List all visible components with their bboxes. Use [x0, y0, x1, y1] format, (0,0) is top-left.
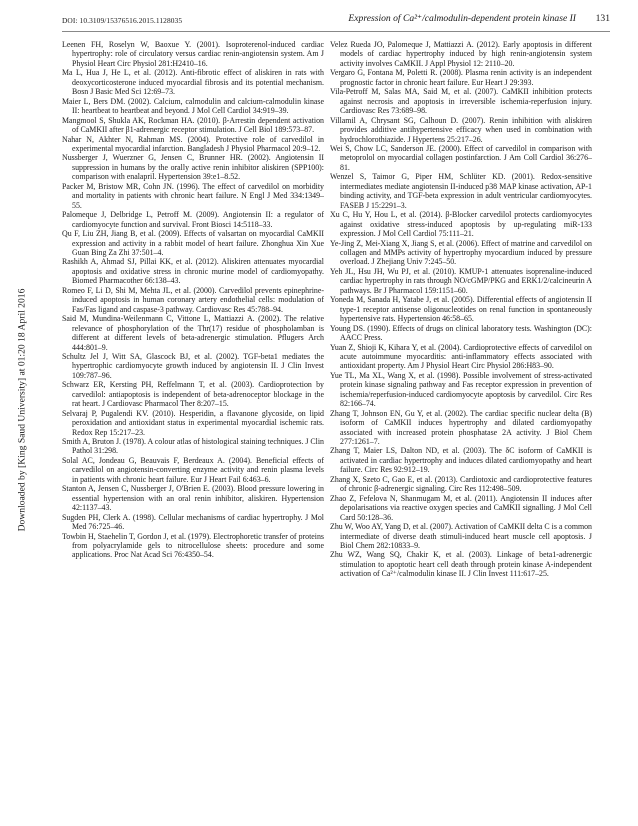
reference: Packer M, Bristow MR, Cohn JN. (1996). The effect of carvedilol on morbidity and mortality in patients with chronic heart failure. N Engl J Med 334:1349–55. [62, 181, 324, 210]
reference: Schwarz ER, Kersting PH, Reffelmann T, et al. (2003). Cardioprotection by carvedilol: antiapoptosis is independent of beta-adrenoceptor blockage in the rat heart. J Cardiovasc Pharmacol Ther 8:207–15. [62, 380, 324, 409]
reference: Schultz Jel J, Witt SA, Glascock BJ, et al. (2002). TGF-beta1 mediates the hypertrophic cardiomyocyte growth induced by angiotensin II. J Clin Invest 109:787–96. [62, 351, 324, 380]
reference: Rashikh A, Ahmad SJ, Pillai KK, et al. (2012). Aliskiren attenuates myocardial apoptosis and oxidative stress in chronic murine model of cardiomyopathy. Biomed Pharmacother 66:138–43. [62, 257, 324, 286]
reference: Zhang T, Maier LS, Dalton ND, et al. (2003). The δC isoform of CaMKII is activated in cardiac hypertrophy and induces dilated cardiomyopathy and heart failure. Circ Res 92:912–19. [330, 446, 592, 475]
reference: Yue TL, Ma XL, Wang X, et al. (1998). Possible involvement of stress-activated protein kinase signaling pathway and Fas receptor expression in prevention of ischemia/reperfusion-induced cardiomyocyte apoptosis by carvedilol. Circ Res 82:166–74. [330, 370, 592, 409]
running-title: Expression of Ca²⁺/calmodulin-dependent protein kinase II [348, 13, 576, 24]
reference: Yuan Z, Shioji K, Kihara Y, et al. (2004). Cardioprotective effects of carvedilol on acute autoimmune myocarditis: anti-inflammatory effects associated with antioxidant property. Am J Physiol Heart Circ Physiol 286:H83–90. [330, 342, 592, 371]
doi[interactable]: DOI: 10.3109/15376516.2015.1128035 [62, 16, 183, 25]
reference: Velez Rueda JO, Palomeque J, Mattiazzi A. (2012). Early apoptosis in different models of cardiac hypertrophy induced by high renin-angiotensin system activity involves CaMKII. J Appl Physiol 12: 2110–20. [330, 40, 592, 68]
reference: Mangmool S, Shukla AK, Rockman HA. (2010). β-Arrestin dependent activation of CaMKII after β1-adrenergic receptor stimulation. J Cell Biol 189:573–87. [62, 115, 324, 135]
references-left-column [62, 40, 324, 560]
header-rule [62, 31, 610, 32]
reference: Ye-Jing Z, Mei-Xiang X, Jiang S, et al. (2006). Effect of matrine and carvedilol on collagen and MMPs activity of hypertrophy myocardium induced by pressure overload. J Zhejiang Univ 7:245–50. [330, 238, 592, 267]
download-notice-text: Downloaded by [King Saud University] at 01:20 18 April 2016 [16, 288, 28, 532]
reference: Wei S, Chow LC, Sanderson JE. (2000). Effect of carvedilol in comparison with metoprolol on myocardial collagen postinfarction. J Am Coll Cardiol 36:276–81. [330, 143, 592, 172]
reference: Young DS. (1990). Effects of drugs on clinical laboratory tests. Washington (DC): AACC Press. [330, 323, 592, 343]
reference: Solal AC, Jondeau G, Beauvais F, Berdeaux A. (2004). Beneficial effects of carvedilol on angiotensin-converting enzyme activity and renin plasma levels in patients with chronic heart failure. Eur J Heart Fail 6:463–6. [62, 455, 324, 484]
reference: Leenen FH, Roselyn W, Baoxue Y. (2001). Isoproterenol-induced cardiac hypertrophy: role of circulatory versus cardiac renin-angiotensin system. Am J Physiol Heart Circ Physiol 281:H2410–16. [62, 40, 324, 68]
reference: Yeh JL, Hsu JH, Wu PJ, et al. (2010). KMUP-1 attenuates isoprenaline-induced cardiac hypertrophy in rats through NO/cGMP/PKG and ERK1/2/calcineurin A pathways. Br J Pharmacol 159:1151–60. [330, 266, 592, 295]
reference: Ma L, Hua J, He L, et al. (2012). Anti-fibrotic effect of aliskiren in rats with deoxycorticosterone induced myocardial fibrosis and its potential mechanism. Bosn J Basic Med Sci 12:69–73. [62, 68, 324, 97]
reference: Villamil A, Chrysant SG, Calhoun D. (2007). Renin inhibition with aliskiren provides additive antihypertensive efficacy when used in combination with hydrochlorothiazide. J Hypertens 25:217–26. [330, 115, 592, 144]
reference: Maier L, Bers DM. (2002). Calcium, calmodulin and calcium-calmodulin kinase II: heartbeat to heartbeat and beyond. J Mol Cell Cardiol 34:919–39. [62, 96, 324, 116]
reference: Towbin H, Staehelin T, Gordon J, et al. (1979). Electrophoretic transfer of proteins from polyacrylamide gels to nitrocellulose sheets: procedure and some applications. Proc Nat Acad Sci 76:4350–54. [62, 531, 324, 560]
reference: Wenzel S, Taimor G, Piper HM, Schlüter KD. (2001). Redox-sensitive intermediates mediate angiotensin II-induced p38 MAP kinase activation, AP-1 binding activity, and TGF-beta expression in adult ventricular cardiomyocytes. FASEB J 15:2291–3. [330, 172, 592, 210]
reference: Romeo F, Li D, Shi M, Mehta JL, et al. (2000). Carvedilol prevents epinephrine-induced apoptosis in human coronary artery endothelial cells: modulation of Fas/Fas ligand and caspase-3 pathway. Cardiovasc Res 45:788–94. [62, 285, 324, 314]
reference: Zhang T, Johnson EN, Gu Y, et al. (2002). The cardiac specific nuclear delta (B) isoform of CaMKII induces hypertrophy and dilated cardiomyopathy associated with increased protein phosphatase 2A activity. J Biol Chem 277:1261–7. [330, 408, 592, 447]
reference: Smith A, Bruton J. (1978). A colour atlas of histological staining techniques. J Clin Pathol 31:298. [62, 437, 324, 456]
reference: Xu C, Hu Y, Hou L, et al. (2014). β-Blocker carvedilol protects cardiomyocytes against oxidative stress-induced apoptosis by up-regulating miR-133 expression. J Mol Cell Cardiol 75:111–21. [330, 210, 592, 239]
reference: Nussberger J, Wuerzner G, Jensen C, Brunner HR. (2002). Angiotensin II suppression in humans by the orally active renin inhibitor aliskiren (SPP100): comparison with enalapril. Hypertension 39:e1–8.52. [62, 153, 324, 182]
reference: Sugden PH, Clerk A. (1998). Cellular mechanisms of cardiac hypertrophy. J Mol Med 76:725–46. [62, 512, 324, 532]
reference: Said M, Mundina-Weilenmann C, Vittone L, Mattiazzi A. (2002). The relative relevance of phosphorylation of the Thr(17) residue of phospholamban is different at different levels of beta-adrenergic stimulation. Pflugers Arch 444:801–9. [62, 314, 324, 352]
reference: Qu F, Liu ZH, Jiang B, et al. (2009). Effects of valsartan on myocardial CaMKII expression and activity in a rabbit model of heart failure. Zhonghua Xin Xue Guan Bing Za Zhi 37:501–4. [62, 229, 324, 257]
page-header [62, 13, 610, 29]
reference: Zhao Z, Fefelova N, Shanmugam M, et al. (2011). Angiotensin II induces after depolarisations via reactive oxygen species and CaMKII signalling. J Mol Cell Card 50:128–36. [330, 493, 592, 522]
reference: Zhu WZ, Wang SQ, Chakir K, et al. (2003). Linkage of beta1-adrenergic stimulation to apoptotic heart cell death through protein kinase A-independent activation of Ca²⁺/calmodulin kinase II. J Clin Invest 111:617–25. [330, 550, 592, 579]
reference: Yoneda M, Sanada H, Yatabe J, et al. (2005). Differential effects of angiotensin II type-1 receptor antisense oligonucleotides on renal function in spontaneously hypertensive rats. Hypertension 46:58–65. [330, 295, 592, 324]
page-number: 131 [595, 13, 610, 24]
reference: Palomeque J, Delbridge L, Petroff M. (2009). Angiotensin II: a regulator of cardiomyocyte function and survival. Front Biosci 14:5118–33. [62, 210, 324, 229]
reference: Selvaraj P, Pugalendi KV. (2010). Hesperidin, a flavanone glycoside, on lipid peroxidation and antioxidant status in experimental myocardial ischemic rats. Redox Rep 15:217–23. [62, 408, 324, 437]
reference: Vergaro G, Fontana M, Poletti R. (2008). Plasma renin activity is an independent prognostic factor in chronic heart failure. Eur Heart J 29:393. [330, 68, 592, 87]
reference: Nahar N, Akhter N, Rahman MS. (2004). Protective role of carvedilol in experimental myocardial infarction. Bangladesh J Physiol Pharmacol 20:9–12. [62, 134, 324, 153]
reference: Zhang X, Szeto C, Gao E, et al. (2013). Cardiotoxic and cardioprotective features of chronic β-adrenergic signaling. Circ Res 112:498–509. [330, 474, 592, 494]
reference: Zhu W, Woo AY, Yang D, et al. (2007). Activation of CaMKII delta C is a common intermediate of diverse death stimuli-induced heart muscle cell apoptosis. J Biol Chem 282:10833–9. [330, 522, 592, 551]
reference: Stanton A, Jensen C, Nussberger J, O'Brien E. (2003). Blood pressure lowering in essential hypertension with an oral renin inhibitor, aliskiren. Hypertension 42:1137–43. [62, 484, 324, 513]
reference: Vila-Petroff M, Salas MA, Said M, et al. (2007). CaMKII inhibition protects against necrosis and apoptosis in irreversible ischemia-reperfusion injury. Cardiovasc Res 73:689–98. [330, 87, 592, 116]
references-right-column [330, 40, 592, 579]
